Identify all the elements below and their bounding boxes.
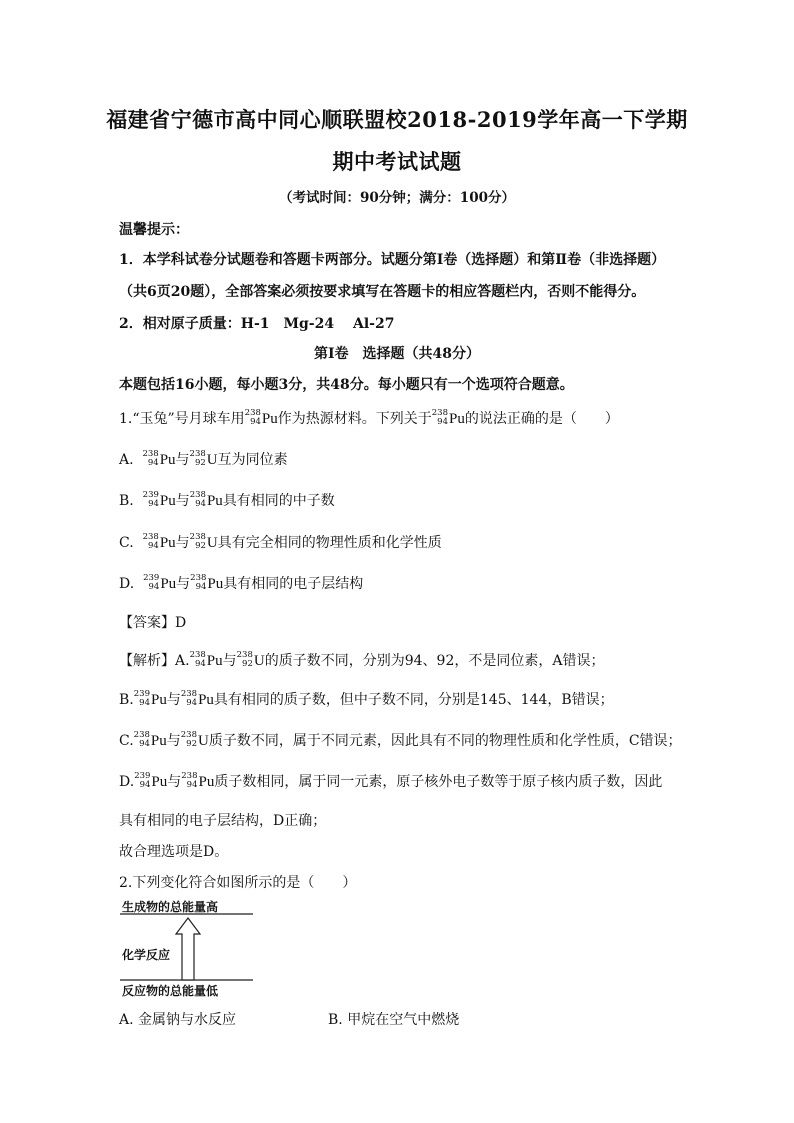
- q1-explanation-d: D. 239 94 Pu与 238 94 Pu质子数相同，属于同一元素，原子核外电子数等于原子核内质子数，因此: [119, 771, 663, 790]
- diagram-bottom-label: 反应物的总能量低: [122, 984, 219, 998]
- document-title-line1: 福建省宁德市高中同心顺联盟校2018-2019学年高一下学期: [106, 107, 688, 132]
- tip-2: 2．相对原子质量：H-1 Mg-24 Al-27: [119, 316, 395, 332]
- energy-diagram: [118, 896, 258, 996]
- up-arrow-icon: [176, 918, 200, 980]
- section-1-heading: 第Ⅰ卷 选择题（共48分）: [313, 346, 481, 362]
- q2-option-a: A. 金属钠与水反应: [119, 1012, 237, 1028]
- tips-heading: 温馨提示：: [119, 222, 189, 238]
- q1-option-d: D. 239 94 Pu与 238 94 Pu具有相同的电子层结构: [119, 573, 364, 592]
- q1-stem-mid: 作为热源材料。下列关于: [277, 411, 432, 427]
- q1-answer: 【答案】D: [119, 615, 187, 631]
- exam-info: （考试时间：90分钟；满分：100分）: [279, 190, 515, 206]
- nuclide-u238: 238 92 U: [189, 449, 218, 468]
- q1-explanation-a: 【解析】A. 238 94 Pu与 238 92 U的质子数不同，分别为94、92，不是同位素，A错误；: [119, 650, 605, 669]
- nuclide-pu238: 238 94 Pu: [181, 771, 215, 790]
- q1-explanation-b: B. 239 94 Pu与 238 94 Pu具有相同的质子数，但中子数不同，分别是145、144，B错误；: [119, 689, 614, 708]
- nuclide-pu238: 238 94 Pu: [142, 532, 176, 551]
- q1-option-c: C. 238 94 Pu与 238 92 U具有完全相同的物理性质和化学性质: [119, 532, 442, 551]
- nuclide-pu238: 238 94 Pu: [189, 650, 223, 669]
- nuclide-pu238: 238 94 Pu: [431, 408, 465, 427]
- tip-1-line-b: （共6页20题），全部答案必须按要求填写在答题卡的相应答题栏内，否则不能得分。: [119, 284, 646, 300]
- nuclide-u238: 238 92 U: [180, 730, 209, 749]
- tip-1-line-a: 1．本学科试卷分试题卷和答题卡两部分。试题分第Ⅰ卷（选择题）和第Ⅱ卷（非选择题）: [119, 252, 666, 268]
- q1-explanation-c: C. 238 94 Pu与 238 92 U质子数不同，属于不同元素，因此具有不同的物理性质和化学性质，C错误；: [119, 730, 682, 749]
- nuclide-pu239: 239 94 Pu: [133, 689, 167, 708]
- nuclide-u238: 238 92 U: [189, 532, 218, 551]
- nuclide-pu238: 238 94 Pu: [190, 573, 224, 592]
- q2-option-b: B. 甲烷在空气中燃烧: [328, 1012, 460, 1028]
- nuclide-u238: 238 92 U: [236, 650, 265, 669]
- nuclide-pu238: 238 94 Pu: [133, 730, 167, 749]
- q1-conclusion: 故合理选项是D。: [119, 844, 229, 860]
- nuclide-pu238: 238 94 Pu: [244, 408, 278, 427]
- q1-explanation-d-cont: 具有相同的电子层结构，D正确；: [119, 813, 327, 829]
- nuclide-pu239: 239 94 Pu: [143, 573, 177, 592]
- nuclide-pu239: 239 94 Pu: [142, 490, 176, 509]
- q1-stem-pre: 1.“玉兔”号月球车用: [119, 411, 245, 427]
- nuclide-pu238: 238 94 Pu: [189, 490, 223, 509]
- document-title-line2: 期中考试试题: [332, 149, 462, 174]
- nuclide-pu238: 238 94 Pu: [142, 449, 176, 468]
- nuclide-pu239: 239 94 Pu: [134, 771, 168, 790]
- section-1-description: 本题包括16小题，每小题3分，共48分。每小题只有一个选项符合题意。: [119, 377, 574, 393]
- diagram-top-label: 生成物的总能量高: [122, 900, 219, 914]
- q1-stem-post: 的说法正确的是（ ）: [464, 411, 619, 427]
- question-1-stem: [119, 408, 619, 428]
- question-2-stem: 2.下列变化符合如图所示的是（ ）: [119, 875, 357, 891]
- q1-option-a: A. 238 94 Pu与 238 92 U互为同位素: [119, 449, 288, 468]
- q1-option-b: B. 239 94 Pu与 238 94 Pu具有相同的中子数: [119, 490, 335, 509]
- nuclide-pu238: 238 94 Pu: [180, 689, 214, 708]
- diagram-side-label: 化学反应: [122, 948, 171, 962]
